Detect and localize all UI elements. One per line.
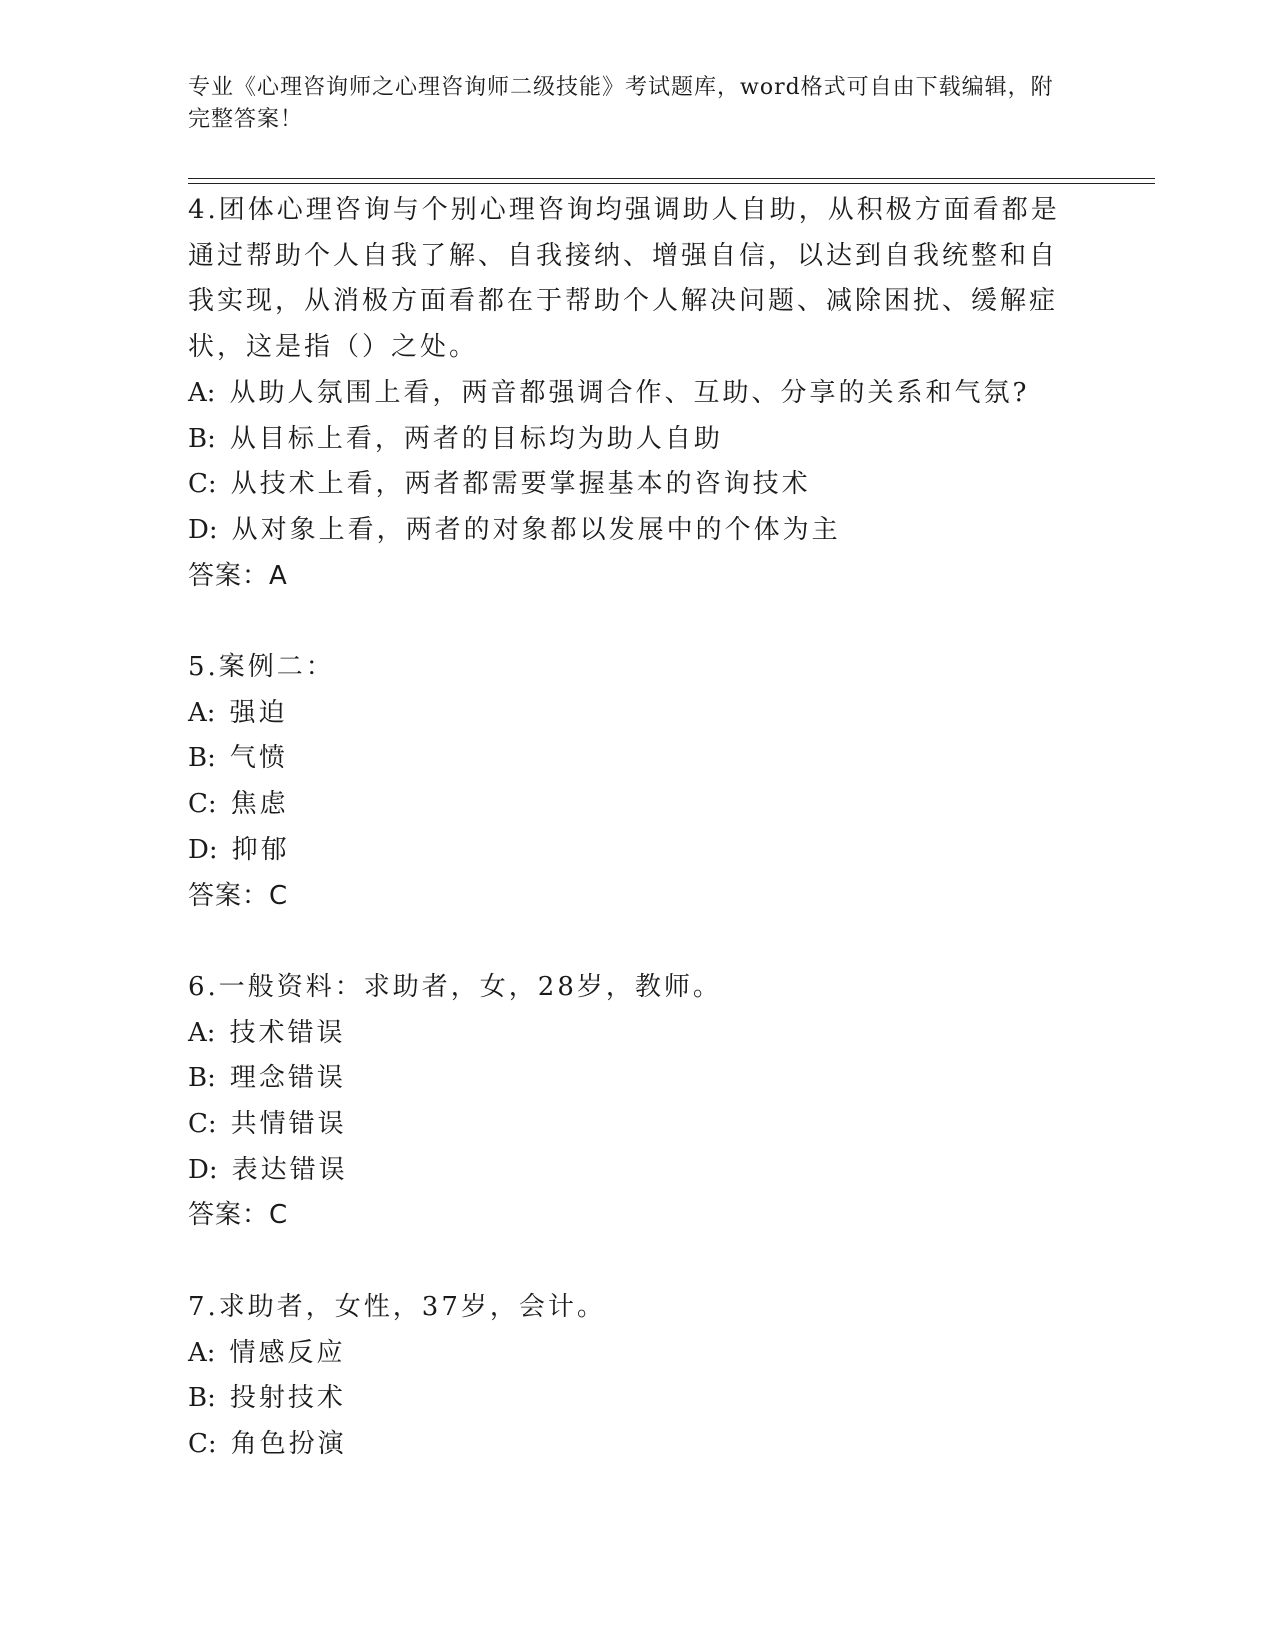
option-text: 技术错误 — [229, 1017, 346, 1048]
option-text: 从技术上看，两者都需要掌握基本的咨询技术 — [230, 469, 811, 500]
option-text: 情感反应 — [229, 1337, 346, 1368]
option-c — [188, 462, 1068, 508]
option-text: 从目标上看，两者的目标均为助人自助 — [229, 423, 723, 454]
option-letter: A: — [188, 697, 216, 728]
option-text: 角色扮演 — [230, 1428, 347, 1459]
answer-line: 答案：C — [188, 880, 289, 911]
option-letter: D: — [188, 514, 218, 545]
option-a — [188, 371, 1068, 417]
question-spacer — [188, 919, 1068, 965]
option-text: 从助人氛围上看，两音都强调合作、互助、分享的关系和气氛? — [229, 377, 1030, 408]
option-text: 从对象上看，两者的对象都以发展中的个体为主 — [231, 514, 841, 545]
option-text: 气愤 — [229, 743, 288, 774]
option-letter: D: — [188, 834, 218, 865]
option-letter: B: — [188, 1383, 216, 1414]
option-letter: C: — [188, 1428, 217, 1459]
option-text: 强迫 — [229, 697, 288, 728]
header-divider-top — [188, 178, 1155, 179]
option-text: 投射技术 — [229, 1383, 346, 1414]
option-letter: C: — [188, 1109, 217, 1140]
option-letter: B: — [188, 743, 216, 774]
option-letter: D: — [188, 1154, 218, 1185]
option-text: 共情错误 — [230, 1109, 347, 1140]
question-list — [188, 188, 1068, 1468]
question-stem: 4.团体心理咨询与个别心理咨询均强调助人自助，从积极方面看都是通过帮助个人自我了解、自我接纳、增强自信，以达到自我统整和自我实现，从消极方面看都在于帮助个人解决问题、减除困扰、缓解症状，这是指（）之处。 — [188, 195, 1060, 363]
option-a — [188, 1011, 1068, 1057]
question-6 — [188, 965, 1068, 1239]
answer-line: 答案：C — [188, 1200, 289, 1231]
option-letter: C: — [188, 469, 217, 500]
option-letter: A: — [188, 1337, 216, 1368]
question-spacer — [188, 599, 1068, 645]
option-b — [188, 1056, 1068, 1102]
option-letter: C: — [188, 789, 217, 820]
option-c — [188, 782, 1068, 828]
question-spacer — [188, 1239, 1068, 1285]
option-text: 焦虑 — [230, 789, 289, 820]
option-c — [188, 1102, 1068, 1148]
question-stem: 5.案例二： — [188, 652, 335, 683]
question-5 — [188, 645, 1068, 919]
header-divider-bottom — [188, 183, 1155, 184]
option-letter: B: — [188, 423, 216, 454]
option-letter: A: — [188, 1017, 216, 1048]
option-d — [188, 828, 1068, 874]
option-text: 抑郁 — [231, 834, 290, 865]
option-text: 理念错误 — [229, 1063, 346, 1094]
option-b — [188, 1376, 1068, 1422]
option-d — [188, 1148, 1068, 1194]
document-header: 专业《心理咨询师之心理咨询师二级技能》考试题库，word格式可自由下载编辑，附完整答案！ — [188, 75, 1054, 132]
question-stem: 6.一般资料：求助者，女，28岁，教师。 — [188, 971, 722, 1002]
option-b — [188, 736, 1068, 782]
option-c — [188, 1422, 1068, 1468]
answer-line: 答案：A — [188, 560, 288, 591]
option-letter: A: — [188, 377, 216, 408]
option-text: 表达错误 — [231, 1154, 348, 1185]
option-letter: B: — [188, 1063, 216, 1094]
question-4 — [188, 188, 1068, 599]
question-stem: 7.求助者，女性，37岁，会计。 — [188, 1291, 606, 1322]
option-a — [188, 691, 1068, 737]
option-a — [188, 1331, 1068, 1377]
option-b — [188, 417, 1068, 463]
option-d — [188, 508, 1068, 554]
question-7 — [188, 1285, 1068, 1468]
